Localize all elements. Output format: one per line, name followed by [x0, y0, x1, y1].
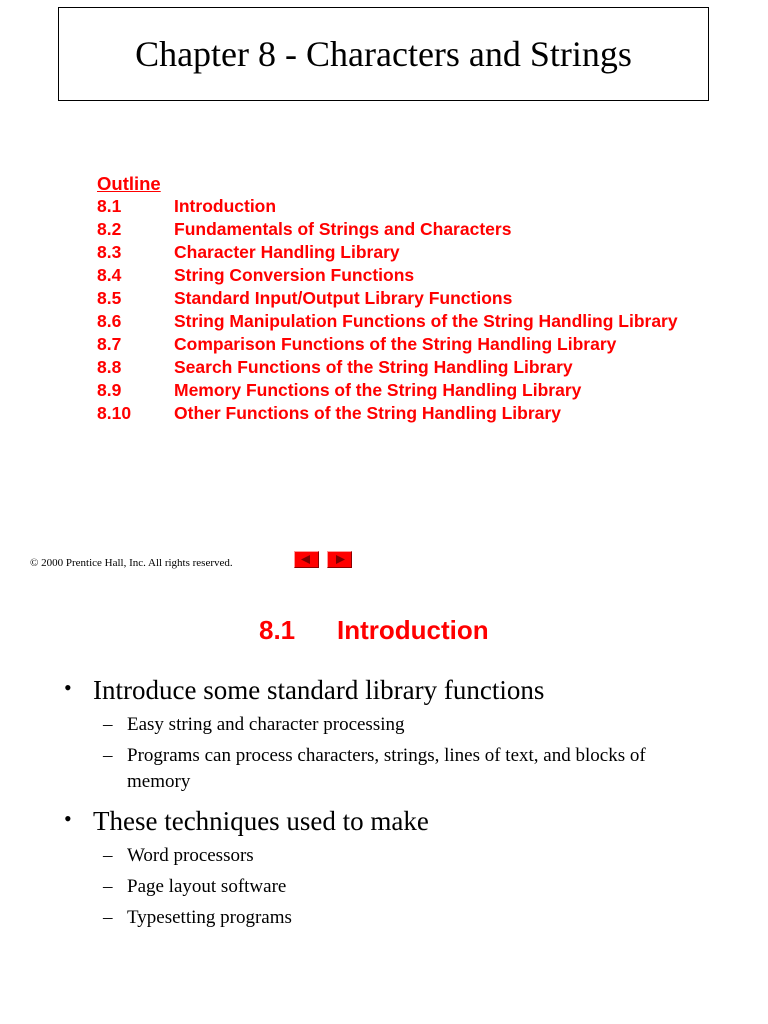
outline-item-label: Fundamentals of Strings and Characters	[174, 219, 512, 239]
bullet-text: Introduce some standard library functions	[93, 675, 545, 705]
outline-item-number: 8.1	[97, 196, 122, 216]
section-number: 8.1	[259, 615, 296, 645]
dash-icon: –	[103, 745, 113, 766]
chapter-title: Chapter 8 - Characters and Strings	[135, 34, 632, 74]
outline-item-number: 8.9	[97, 380, 122, 400]
outline-item-label: Other Functions of the String Handling Library	[174, 403, 561, 423]
bullet-text: These techniques used to make	[93, 806, 429, 836]
sub-bullet-text: Easy string and character processing	[127, 714, 405, 735]
outline-item[interactable]	[97, 379, 717, 402]
sub-bullet-text: Word processors	[127, 845, 254, 866]
bullet-icon: •	[64, 675, 72, 700]
outline-item-label: String Manipulation Functions of the String Handling Library	[174, 311, 678, 331]
outline-item[interactable]	[97, 333, 717, 356]
sub-bullet-text: Typesetting programs	[127, 907, 292, 928]
outline-item-number: 8.5	[97, 288, 122, 308]
outline-item-label: Search Functions of the String Handling Library	[174, 357, 573, 377]
outline-heading[interactable]: Outline	[97, 173, 161, 194]
next-slide-button[interactable]	[327, 551, 352, 568]
outline-item-number: 8.2	[97, 219, 122, 239]
outline-item-label: Memory Functions of the String Handling Library	[174, 380, 582, 400]
copyright-notice: © 2000 Prentice Hall, Inc. All rights reserved.	[30, 557, 233, 569]
outline-item[interactable]	[97, 310, 717, 333]
outline-item[interactable]	[97, 264, 717, 287]
outline-item[interactable]	[97, 402, 717, 425]
outline-item-number: 8.8	[97, 357, 122, 377]
outline-item[interactable]	[97, 195, 717, 218]
outline-item[interactable]	[97, 241, 717, 264]
outline-item-label: Standard Input/Output Library Functions	[174, 288, 513, 308]
triangle-right-icon	[328, 552, 351, 567]
dash-icon: –	[103, 714, 113, 735]
outline-item[interactable]	[97, 356, 717, 379]
outline-item-number: 8.10	[97, 403, 132, 423]
outline-item-number: 8.3	[97, 242, 122, 262]
outline-item-label: Character Handling Library	[174, 242, 400, 262]
outline-item[interactable]	[97, 218, 717, 241]
outline-item-number: 8.7	[97, 334, 122, 354]
outline-item-label: String Conversion Functions	[174, 265, 415, 285]
sub-bullet-text: Page layout software	[127, 876, 287, 897]
dash-icon: –	[103, 845, 113, 866]
outline-item-number: 8.6	[97, 311, 122, 331]
bullet-icon: •	[64, 806, 72, 831]
outline-item-label: Introduction	[174, 196, 277, 216]
previous-slide-button[interactable]	[294, 551, 319, 568]
triangle-left-icon	[295, 552, 318, 567]
dash-icon: –	[103, 907, 113, 928]
section-heading: Introduction	[337, 615, 489, 645]
sub-bullet-text: Programs can process characters, strings, lines of text, and blocks of memory	[127, 745, 646, 792]
outline-item-number: 8.4	[97, 265, 122, 285]
outline-section	[97, 172, 717, 425]
outline-item[interactable]	[97, 287, 717, 310]
chapter-title-box	[58, 7, 709, 101]
outline-item-label: Comparison Functions of the String Handling Library	[174, 334, 617, 354]
dash-icon: –	[103, 876, 113, 897]
